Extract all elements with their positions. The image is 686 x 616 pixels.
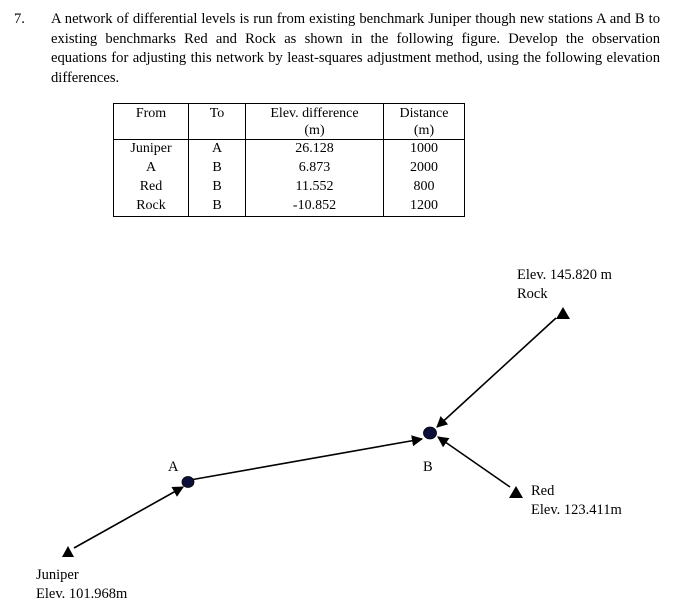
line-rock-to-b xyxy=(437,318,556,427)
cell-from: Red xyxy=(114,178,189,197)
red-elev-label: Elev. 123.411m xyxy=(531,502,622,518)
header-elev-line1: Elev. difference xyxy=(270,106,359,121)
header-dist-line1: Distance xyxy=(399,106,449,121)
red-benchmark-triangle-icon xyxy=(509,486,523,498)
station-a-label: A xyxy=(168,459,179,475)
cell-elev: 11.552 xyxy=(246,178,384,197)
problem-number: 7. xyxy=(14,11,25,27)
rock-benchmark-triangle-icon xyxy=(556,307,570,319)
line-juniper-to-a xyxy=(74,487,183,548)
juniper-benchmark-triangle-icon xyxy=(62,546,74,557)
red-name-label: Red xyxy=(531,483,555,499)
juniper-name-label: Juniper xyxy=(36,567,79,583)
cell-to: B xyxy=(189,197,246,217)
cell-elev: -10.852 xyxy=(246,197,384,217)
line-a-to-b xyxy=(190,439,422,480)
cell-to: B xyxy=(189,159,246,178)
line-red-to-b xyxy=(438,437,510,487)
problem-text: A network of differential levels is run from existing benchmark Juniper though new stations A and B to existing benchmarks Red and Rock as shown in the following figure. Develop the observation equations for adjusting this network by least-squares adjustment method, using the following elevation differences. xyxy=(51,11,660,86)
cell-from: Juniper xyxy=(114,140,189,160)
rock-name-label: Rock xyxy=(517,286,548,302)
cell-dist: 2000 xyxy=(384,159,465,178)
station-b-label: B xyxy=(423,459,433,475)
header-to: To xyxy=(189,104,246,140)
cell-to: A xyxy=(189,140,246,160)
juniper-elev-label: Elev. 101.968m xyxy=(36,586,128,602)
cell-dist: 1000 xyxy=(384,140,465,160)
rock-elev-label: Elev. 145.820 m xyxy=(517,267,612,283)
cell-dist: 1200 xyxy=(384,197,465,217)
station-a-point-icon xyxy=(182,477,194,488)
cell-dist: 800 xyxy=(384,178,465,197)
header-dist-unit: (m) xyxy=(413,122,435,138)
cell-elev: 6.873 xyxy=(246,159,384,178)
cell-elev: 26.128 xyxy=(246,140,384,160)
header-from: From xyxy=(114,104,189,140)
header-elev-unit: (m) xyxy=(304,122,325,138)
cell-from: Rock xyxy=(114,197,189,217)
cell-to: B xyxy=(189,178,246,197)
station-b-point-icon xyxy=(424,427,437,439)
cell-from: A xyxy=(114,159,189,178)
